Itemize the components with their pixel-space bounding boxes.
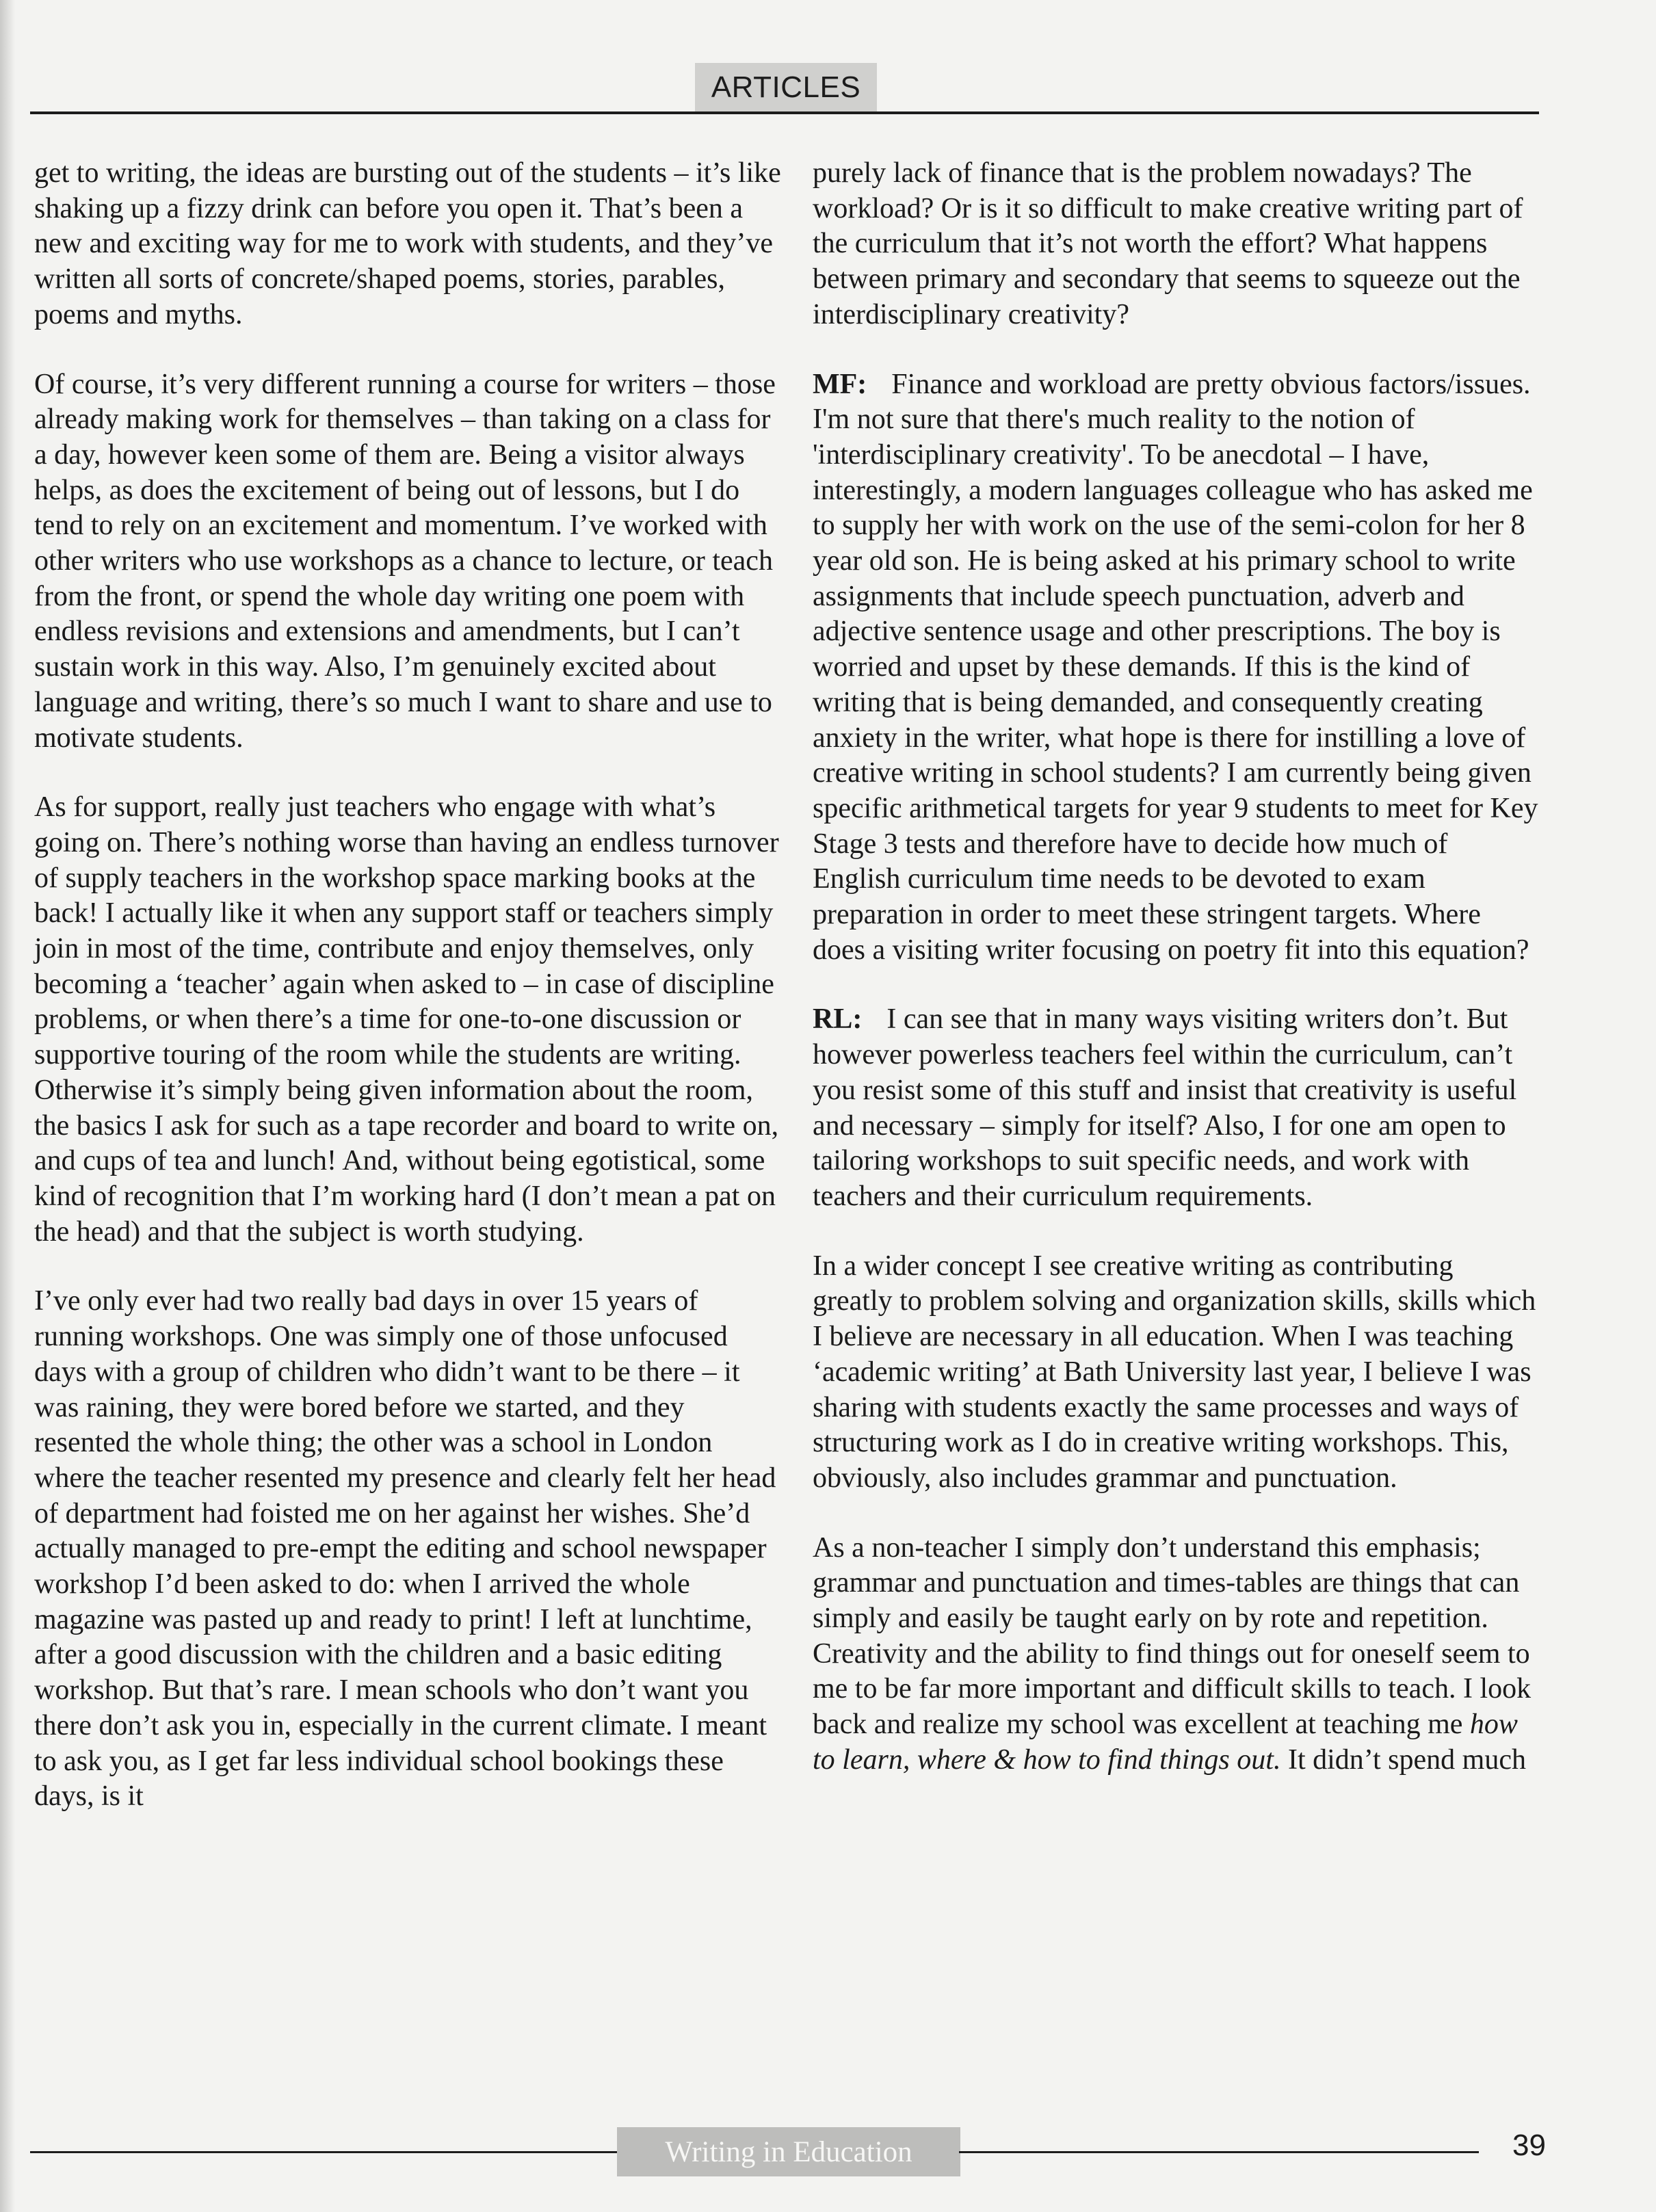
- paragraph: get to writing, the ideas are bursting out of the students – it’s like shaking up a fizzy drink can before you open it. That’s been a new and exciting way for me to work with students, and they’ve written all sorts of concrete/shaped poems, stories, parables, poems and myths.: [34, 157, 781, 330]
- answer-text: I can see that in many ways visiting writers don’t. But however powerless teachers feel within the curriculum, can’t you resist some of this stuff and insist that creativity is useful and necessary – simply for itself? Also, I for one am open to tailoring workshops to suit specific needs, and work with teachers and their curriculum requirements.: [813, 1003, 1517, 1212]
- section-header: ARTICLES: [695, 63, 877, 112]
- paragraph: In a wider concept I see creative writing as contributing greatly to problem solving and organization skills, skills which I believe are necessary in all education. When I was teaching ‘academic writing’ at Bath University last year, I believe I was sharing with students exactly the same processes and ways of structuring work as I do in creative writing workshops. This, obviously, also includes grammar and punctuation.: [813, 1250, 1536, 1494]
- page-number: 39: [1512, 2129, 1546, 2162]
- left-column: [34, 156, 781, 1815]
- paragraph: Of course, it’s very different running a course for writers – those already making work for themselves – than taking on a class for a day, however keen some of them are. Being a visitor always helps, as does the excitement of being out of lessons, but I do tend to rely on an excitement and momentum. I’ve worked with other writers who use workshops as a chance to lecture, or teach from the front, or spend the whole day writing one poem with endless revisions and extensions and amendments, but I can’t sustain work in this way. Also, I’m genuinely excited about language and writing, there’s so much I want to share and use to motivate students.: [34, 368, 776, 754]
- paragraph-text: It didn’t spend much: [1280, 1743, 1526, 1776]
- footer-rule-right: [959, 2151, 1479, 2153]
- publication-name: Writing in Education: [617, 2127, 960, 2176]
- emphasis-text: how to learn, where & how to find things out.: [813, 1709, 1518, 1776]
- page-gutter-shadow: [0, 0, 15, 2212]
- answer-text: Finance and workload are pretty obvious factors/issues. I'm not sure that there's much reality to the notion of 'interdisciplinary creativity'. To be anecdotal – I have, interestingly, a modern languages colleague who has asked me to supply her with work on the use of the semi-colon for her 8 year old son. He is being asked at his primary school to write assignments that include speech punctuation, adverb and adjective sentence usage and other prescriptions. The boy is worried and upset by these demands. If this is the kind of writing that is being demanded, and consequently creating anxiety in the writer, what hope is there for instilling a love of creative writing in school students? I am currently being given specific arithmetical targets for year 9 students to meet for Key Stage 3 tests and therefore have to decide how much of English curriculum time needs to be devoted to exam preparation in order to meet these stringent targets. Where does a visiting writer focusing on poetry fit into this equation?: [813, 368, 1538, 966]
- paragraph: purely lack of finance that is the problem nowadays? The workload? Or is it so difficult to make creative writing part of the curriculum that it’s not worth the effort? What happens between primary and secondary that seems to squeeze out the interdisciplinary creativity?: [813, 157, 1523, 330]
- interview-answer-mf: [813, 367, 1539, 969]
- footer-rule-left: [30, 2151, 618, 2153]
- paragraph: I’ve only ever had two really bad days in over 15 years of running workshops. One was simply one of those unfocused days with a group of children who didn’t want to be there – it was raining, they were bored before we started, and they resented the whole thing; the other was a school in London where the teacher resented my presence and clearly felt her head of department had foisted me on her against her wishes. She’d actually managed to pre-empt the editing and school newspaper workshop I’d been asked to do: when I arrived the whole magazine was pasted up and ready to print! I left at lunchtime, after a good discussion with the children and a basic editing workshop. But that’s rare. I mean schools who don’t want you there don’t ask you in, especially in the current climate. I meant to ask you, as I get far less individual school bookings these days, is it: [34, 1285, 776, 1813]
- speaker-label: RL:: [813, 1003, 863, 1036]
- paragraph: [813, 1531, 1539, 1778]
- paragraph-text: As a non-teacher I simply don’t understand this emphasis; grammar and punctuation and times-tables are things that can simply and easily be taught early on by rote and repetition. Creativity and the ability to find things out for oneself seem to me to be far more important and difficult skills to teach. I look back and realize my school was excellent at teaching me: [813, 1531, 1532, 1741]
- header-rule: [30, 111, 1539, 114]
- right-column: [813, 156, 1539, 1778]
- interview-answer-rl: [813, 1002, 1539, 1214]
- speaker-label: MF:: [813, 368, 867, 400]
- paragraph: As for support, really just teachers who engage with what’s going on. There’s nothing worse than having an endless turnover of supply teachers in the workshop space marking books at the back! I actually like it when any support staff or teachers simply join in most of the time, contribute and enjoy themselves, only becoming a ‘teacher’ again when asked to – in case of discipline problems, or when there’s a time for one-to-one discussion or supportive touring of the room while the students are writing. Otherwise it’s simply being given information about the room, the basics I ask for such as a tape recorder and board to write on, and cups of tea and lunch! And, without being egotistical, some kind of recognition that I’m working hard (I don’t mean a pat on the head) and that the subject is worth studying.: [34, 791, 779, 1248]
